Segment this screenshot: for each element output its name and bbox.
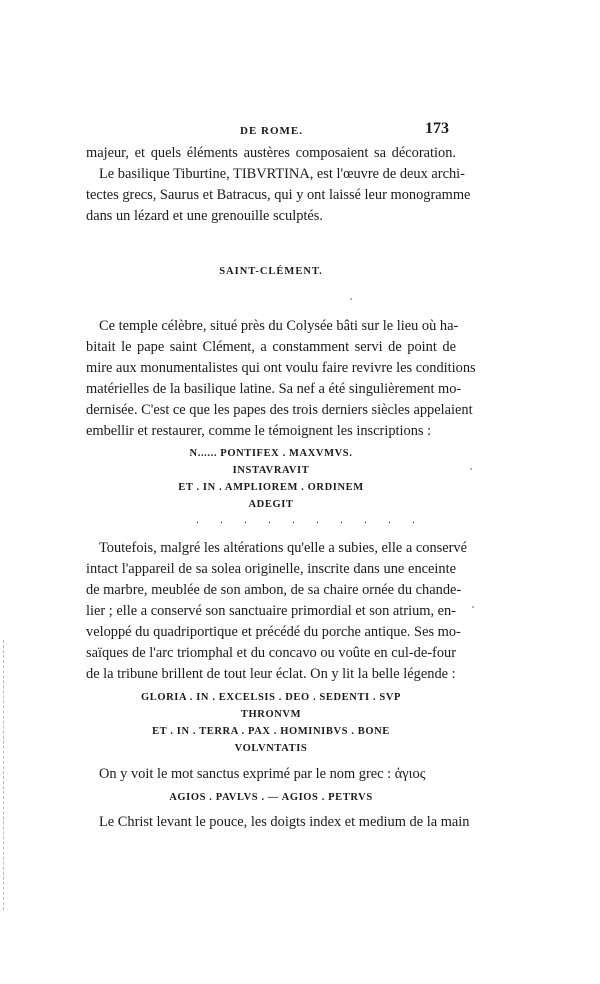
text-line: Le Christ levant le pouce, les doigts index et medium de la main	[99, 814, 470, 830]
inscription-line: INSTAVRAVIT	[232, 465, 310, 476]
inscription-line: AGIOS . PAVLVS . — AGIOS . PETRVS	[169, 792, 373, 803]
text-line: embellir et restaurer, comme le témoignent les inscriptions :	[86, 423, 432, 439]
inscription-line: N...... PONTIFEX . MAXVMVS.	[189, 448, 353, 459]
text-line: intact l'appareil de sa solea originelle, inscrite dans une enceinte	[86, 561, 456, 577]
text-line: lier ; elle a conservé son sanctuaire primordial et son atrium, en-	[86, 603, 457, 619]
text-line: dans un lézard et une grenouille sculptés.	[86, 208, 323, 224]
text-line: mire aux monumentalistes qui ont voulu faire revivre les conditions	[86, 360, 476, 376]
text-line: de marbre, meublée de son ambon, de sa chaire ornée du chande-	[86, 582, 462, 598]
text-line: Toutefois, malgré les altérations qu'elle a subies, elle a conservé	[99, 540, 468, 556]
inscription-line: ET . IN . TERRA . PAX . HOMINIBVS . BONE	[152, 726, 390, 737]
text-line: dernisée. C'est ce que les papes des trois derniers siècles appelaient	[86, 402, 473, 418]
inscription-line: VOLVNTATIS	[234, 743, 308, 754]
inscription-line: ADEGIT	[248, 499, 294, 510]
page-number: 173	[425, 120, 449, 137]
scan-margin-artifact	[3, 640, 6, 910]
text-line: majeur, et quels éléments austères composaient sa décoration.	[86, 145, 456, 161]
text-line: de la tribune brillent de tout leur éclat. On y lit la belle légende :	[86, 666, 456, 682]
ellipsis-dots: . . . . . . . . . .	[196, 512, 424, 526]
text-line: bitait le pape saint Clément, a constamment servi de point de	[86, 339, 456, 355]
running-head: DE ROME.	[240, 125, 303, 137]
scan-speck	[350, 298, 352, 300]
text-line: matérielles de la basilique latine. Sa nef a été singulièrement mo-	[86, 381, 462, 397]
text-line: Le basilique Tiburtine, TIBVRTINA, est l'œuvre de deux archi-	[99, 166, 465, 182]
text-line: saïques de l'arc triomphal et du concavo ou voûte en cul-de-four	[86, 645, 456, 661]
section-title: SAINT-CLÉMENT.	[219, 266, 323, 277]
scan-speck	[470, 468, 472, 470]
text-line: Ce temple célèbre, situé près du Colysée bâti sur le lieu où ha-	[99, 318, 459, 334]
inscription-line: THRONVM	[240, 709, 302, 720]
inscription-line: GLORIA . IN . EXCELSIS . DEO . SEDENTI . SVP	[140, 692, 402, 703]
scan-speck	[472, 606, 474, 608]
inscription-line: ET . IN . AMPLIOREM . ORDINEM	[178, 482, 364, 493]
text-line: tectes grecs, Saurus et Batracus, qui y ont laissé leur monogramme	[86, 187, 471, 203]
text-line: veloppé du quadriportique et précédé du porche antique. Ses mo-	[86, 624, 461, 640]
text-line: On y voit le mot sanctus exprimé par le nom grec : ἁγιος	[99, 766, 426, 782]
